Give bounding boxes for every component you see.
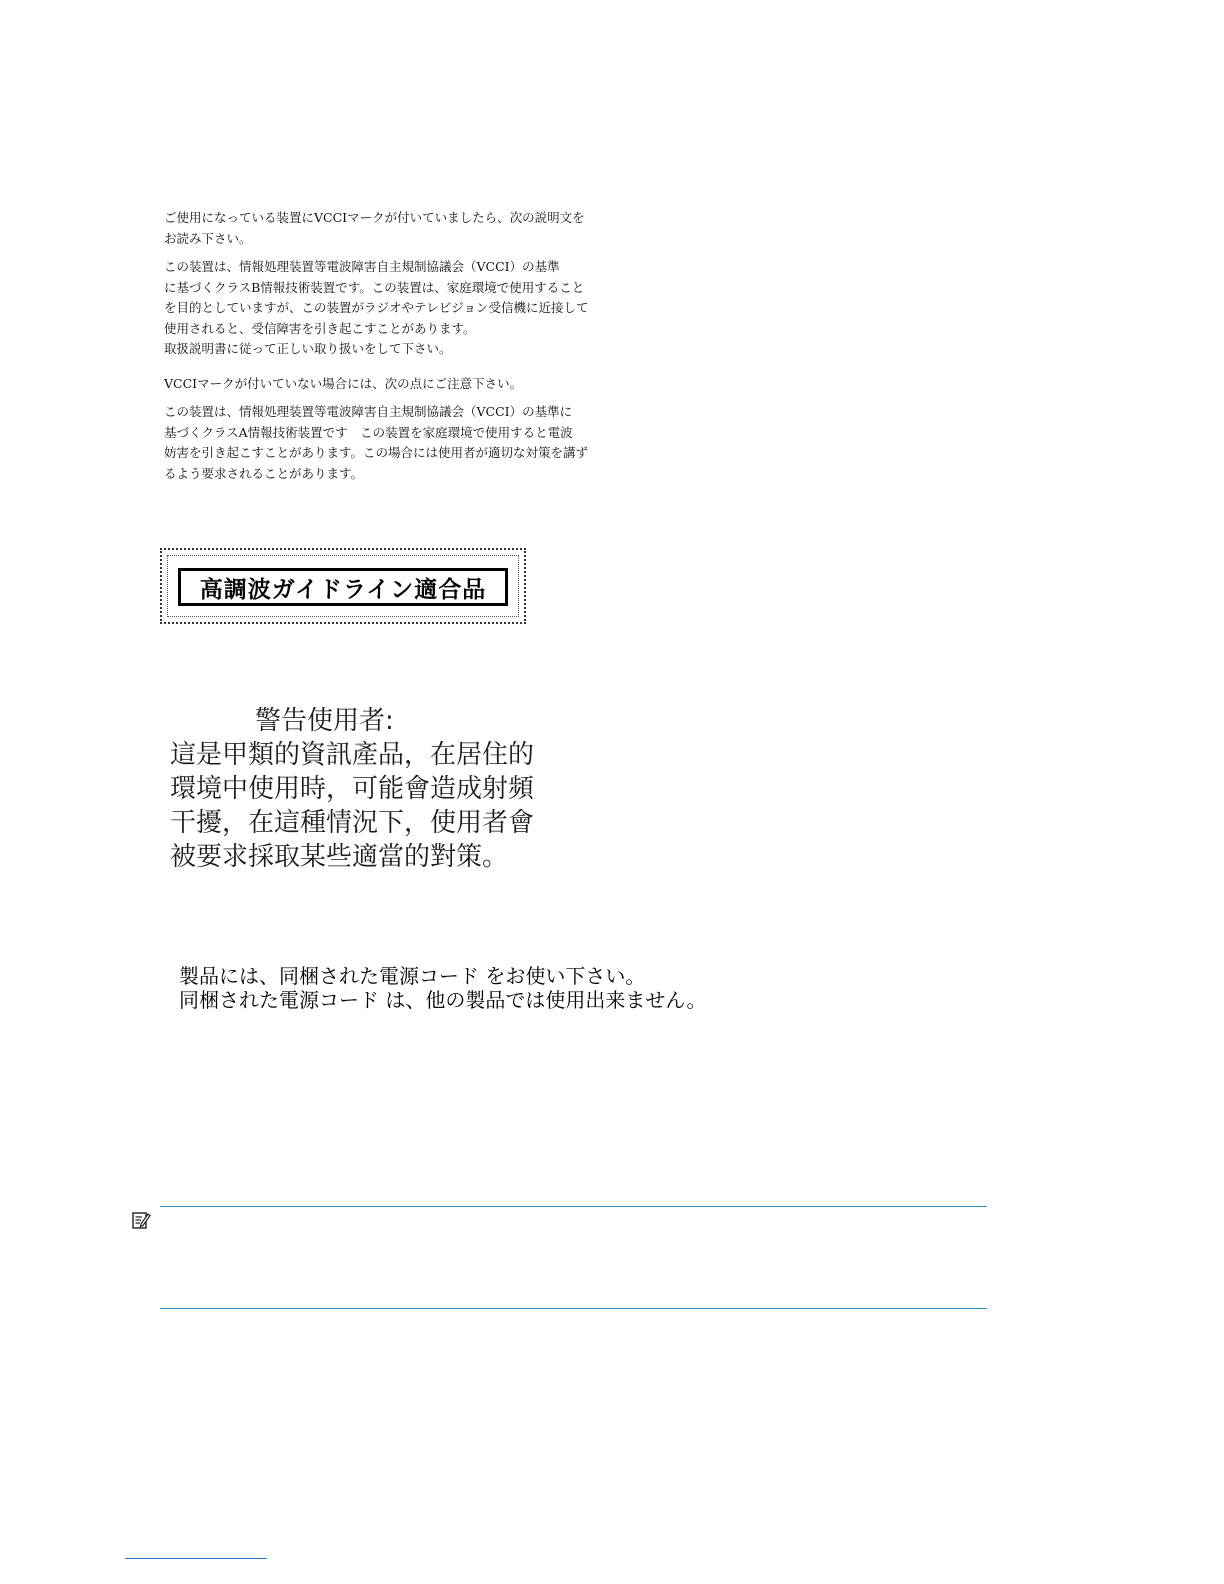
vcci-class-a-line: るよう要求されることがあります。 — [164, 465, 364, 481]
vcci-intro — [164, 208, 624, 249]
vcci-class-a-line: 妨害を引き起こすことがあります。この場合には使用者が適切な対策を講ず — [164, 445, 589, 460]
bsmi-warning-title: 警告使用者: — [255, 706, 394, 736]
harmonic-guideline-text: 高調波ガイドライン適合品 — [178, 568, 508, 606]
vcci-no-mark-intro — [164, 374, 624, 395]
vcci-class-a-text — [164, 402, 624, 484]
vcci-class-b-line: この装置は、情報処理装置等電波障害自主規制協議会（VCCI）の基準 — [164, 259, 560, 274]
vcci-class-b-text — [164, 257, 624, 360]
vcci-no-mark-line: VCCIマークが付いていない場合には、次の点にご注意下さい。 — [164, 375, 523, 391]
vcci-class-b-line: に基づくクラスB情報技術装置です。この装置は、家庭環境で使用すること — [164, 279, 585, 295]
bsmi-warning-line: 被要求採取某些適當的對策。 — [170, 842, 509, 872]
footer-rule — [125, 1558, 267, 1559]
note-bottom-rule — [160, 1308, 987, 1309]
vcci-class-a-line: この装置は、情報処理装置等電波障害自主規制協議会（VCCI）の基準に — [164, 404, 573, 419]
bsmi-warning-line: 環境中使用時，可能會造成射頻 — [170, 774, 535, 804]
power-cord-notice — [179, 964, 707, 1012]
vcci-class-b-line: 取扱説明書に従って正しい取り扱いをして下さい。 — [164, 341, 452, 356]
note-top-rule — [160, 1206, 987, 1207]
vcci-notice — [164, 208, 624, 492]
note-icon — [131, 1210, 151, 1230]
vcci-class-b-line: 使用されると、受信障害を引き起こすことがあります。 — [164, 320, 476, 336]
vcci-class-b-line: を目的としていますが、この装置がラジオやテレビジョン受信機に近接して — [164, 300, 589, 315]
vcci-class-a-line: 基づくクラスA情報技術装置です この装置を家庭環境で使用すると電波 — [164, 424, 573, 440]
power-cord-line-1: 製品には、同梱された電源コード をお使い下さい。 — [179, 964, 646, 988]
bsmi-warning-line: 這是甲類的資訊產品，在居住的 — [170, 740, 535, 770]
power-cord-line-2: 同梱された電源コード は、他の製品では使用出来ません。 — [179, 988, 707, 1012]
harmonic-guideline-label — [160, 548, 526, 624]
vcci-intro-line-2: お読み下さい。 — [164, 230, 252, 246]
vcci-intro-line-1: ご使用になっている装置にVCCIマークが付いていましたら、次の説明文を — [164, 210, 585, 225]
bsmi-warning — [170, 704, 590, 874]
bsmi-warning-line: 干擾，在這種情況下，使用者會 — [170, 808, 535, 838]
